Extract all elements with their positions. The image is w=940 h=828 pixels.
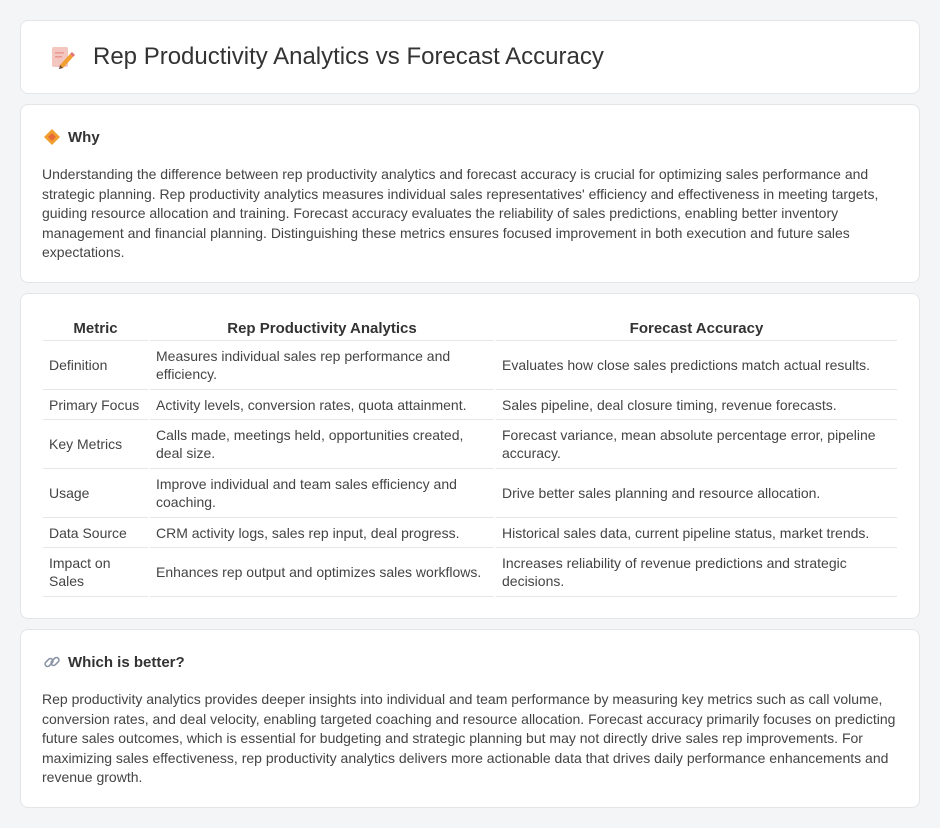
table-cell: Historical sales data, current pipeline status, market trends.	[496, 518, 897, 548]
diamond-icon	[43, 128, 61, 146]
table-cell: Impact on Sales	[43, 548, 148, 597]
link-icon	[43, 653, 61, 671]
comparison-table	[41, 315, 899, 597]
which-is-better-section	[20, 629, 920, 808]
table-cell: Key Metrics	[43, 420, 148, 469]
table-row	[43, 390, 897, 420]
table-header-row	[43, 315, 897, 341]
table-cell: Improve individual and team sales efficiency and coaching.	[150, 469, 494, 518]
table-row	[43, 341, 897, 390]
table-cell: Data Source	[43, 518, 148, 548]
better-text: Rep productivity analytics provides deeper insights into individual and team performance by measuring key metrics such as call volume, conversion rates, and deal velocity, enabling targeted coaching and resource allocation. Forecast accuracy primarily focuses on predicting future sales outcomes, which is essential for budgeting and strategic planning but may not directly drive sales rep improvements. For maximizing sales effectiveness, rep productivity analytics delivers more actionable data that drives daily performance enhancements and revenue growth.	[42, 691, 896, 786]
table-cell: Measures individual sales rep performance and efficiency.	[150, 341, 494, 390]
table-row	[43, 518, 897, 548]
table-row	[43, 548, 897, 597]
table-cell: Sales pipeline, deal closure timing, revenue forecasts.	[496, 390, 897, 420]
better-title: Which is better?	[68, 653, 185, 671]
table-row	[43, 469, 897, 518]
table-cell: Usage	[43, 469, 148, 518]
comparison-table-section	[20, 293, 920, 619]
table-cell: Activity levels, conversion rates, quota attainment.	[150, 390, 494, 420]
table-cell: Increases reliability of revenue predictions and strategic decisions.	[496, 548, 897, 597]
why-title: Why	[68, 128, 100, 146]
better-heading	[43, 653, 185, 671]
why-section	[20, 104, 920, 283]
why-heading	[43, 128, 100, 146]
table-cell: CRM activity logs, sales rep input, deal progress.	[150, 518, 494, 548]
table-cell: Drive better sales planning and resource allocation.	[496, 469, 897, 518]
table-cell: Definition	[43, 341, 148, 390]
title-card	[20, 20, 920, 94]
header-forecast-accuracy: Forecast Accuracy	[496, 315, 897, 341]
table-cell: Enhances rep output and optimizes sales workflows.	[150, 548, 494, 597]
header-rep-productivity: Rep Productivity Analytics	[150, 315, 494, 341]
pencil-document-icon	[47, 43, 75, 71]
header-metric: Metric	[43, 315, 148, 341]
table-cell: Evaluates how close sales predictions match actual results.	[496, 341, 897, 390]
page-title: Rep Productivity Analytics vs Forecast Accuracy	[93, 43, 604, 70]
table-cell: Primary Focus	[43, 390, 148, 420]
table-cell: Forecast variance, mean absolute percentage error, pipeline accuracy.	[496, 420, 897, 469]
why-text: Understanding the difference between rep productivity analytics and forecast accuracy is crucial for optimizing sales performance and strategic planning. Rep productivity analytics measures individual sales representatives' efficiency and effectiveness in meeting targets, guiding resource allocation and training. Forecast accuracy evaluates the reliability of sales predictions, enabling better inventory management and financial planning. Distinguishing these metrics ensures focused improvement in both execution and future sales expectations.	[42, 166, 879, 261]
table-row	[43, 420, 897, 469]
table-cell: Calls made, meetings held, opportunities created, deal size.	[150, 420, 494, 469]
